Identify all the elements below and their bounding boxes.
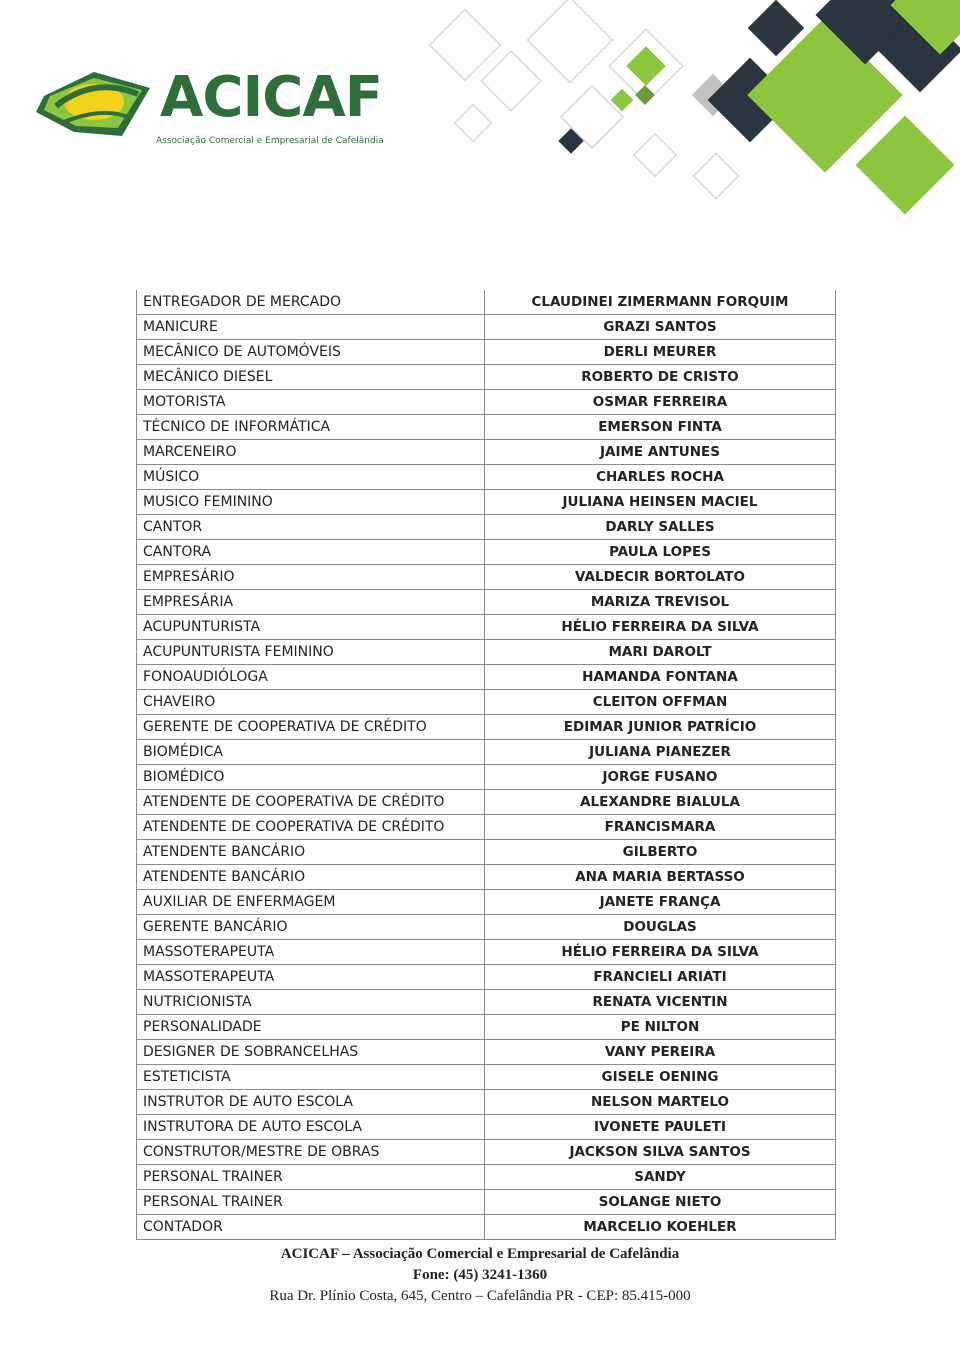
person-cell: ALEXANDRE BIALULA [485, 790, 836, 815]
table-row [137, 640, 836, 665]
table-row [137, 1140, 836, 1165]
person-cell: SANDY [485, 1165, 836, 1190]
decorative-squares [400, 0, 960, 230]
table-row [137, 1115, 836, 1140]
person-cell: FRANCISMARA [485, 815, 836, 840]
person-cell: FRANCIELI ARIATI [485, 965, 836, 990]
role-cell: EMPRESÁRIO [137, 565, 485, 590]
table-row [137, 315, 836, 340]
role-cell: CANTORA [137, 540, 485, 565]
role-cell: INSTRUTORA DE AUTO ESCOLA [137, 1115, 485, 1140]
table-row [137, 890, 836, 915]
person-cell: EDIMAR JUNIOR PATRÍCIO [485, 715, 836, 740]
person-cell: HAMANDA FONTANA [485, 665, 836, 690]
table-row [137, 590, 836, 615]
person-cell: RENATA VICENTIN [485, 990, 836, 1015]
table-row [137, 765, 836, 790]
table-row [137, 1190, 836, 1215]
role-cell: PERSONALIDADE [137, 1015, 485, 1040]
person-cell: CLEITON OFFMAN [485, 690, 836, 715]
role-cell: MOTORISTA [137, 390, 485, 415]
person-cell: OSMAR FERREIRA [485, 390, 836, 415]
table-row [137, 565, 836, 590]
person-cell: CLAUDINEI ZIMERMANN FORQUIM [485, 290, 836, 315]
person-cell: VANY PEREIRA [485, 1040, 836, 1065]
table-row [137, 515, 836, 540]
role-cell: FONOAUDIÓLOGA [137, 665, 485, 690]
role-cell: MECÂNICO DIESEL [137, 365, 485, 390]
role-cell: MARCENEIRO [137, 440, 485, 465]
role-cell: MÚSICO [137, 465, 485, 490]
table-row [137, 415, 836, 440]
role-cell: MECÂNICO DE AUTOMÓVEIS [137, 340, 485, 365]
person-cell: HÉLIO FERREIRA DA SILVA [485, 940, 836, 965]
role-cell: ATENDENTE DE COOPERATIVA DE CRÉDITO [137, 790, 485, 815]
table-row [137, 365, 836, 390]
table-row [137, 690, 836, 715]
role-cell: BIOMÉDICA [137, 740, 485, 765]
footer-address: Rua Dr. Plínio Costa, 645, Centro – Cafelândia PR - CEP: 85.415-000 [269, 1288, 691, 1304]
table-row [137, 740, 836, 765]
footer-phone: Fone: (45) 3241-1360 [412, 1267, 548, 1283]
role-cell: DESIGNER DE SOBRANCELHAS [137, 1040, 485, 1065]
role-cell: MASSOTERAPEUTA [137, 965, 485, 990]
table-row [137, 390, 836, 415]
person-cell: MARI DAROLT [485, 640, 836, 665]
role-cell: ATENDENTE BANCÁRIO [137, 865, 485, 890]
table-row [137, 1015, 836, 1040]
role-cell: BIOMÉDICO [137, 765, 485, 790]
table-row [137, 840, 836, 865]
person-cell: PAULA LOPES [485, 540, 836, 565]
person-cell: CHARLES ROCHA [485, 465, 836, 490]
person-cell: ANA MARIA BERTASSO [485, 865, 836, 890]
role-cell: NUTRICIONISTA [137, 990, 485, 1015]
table-row [137, 790, 836, 815]
person-cell: DOUGLAS [485, 915, 836, 940]
person-cell: GILBERTO [485, 840, 836, 865]
table-row [137, 665, 836, 690]
role-cell: GERENTE DE COOPERATIVA DE CRÉDITO [137, 715, 485, 740]
table-row [137, 440, 836, 465]
role-cell: EMPRESÁRIA [137, 590, 485, 615]
person-cell: JAIME ANTUNES [485, 440, 836, 465]
person-cell: JORGE FUSANO [485, 765, 836, 790]
table-row [137, 1040, 836, 1065]
table-row [137, 1165, 836, 1190]
person-cell: JANETE FRANÇA [485, 890, 836, 915]
table-row [137, 965, 836, 990]
role-cell: CANTOR [137, 515, 485, 540]
person-cell: SOLANGE NIETO [485, 1190, 836, 1215]
person-cell: DARLY SALLES [485, 515, 836, 540]
role-cell: MASSOTERAPEUTA [137, 940, 485, 965]
role-cell: ATENDENTE DE COOPERATIVA DE CRÉDITO [137, 815, 485, 840]
role-cell: CONTADOR [137, 1215, 485, 1240]
professionals-table [136, 290, 836, 1240]
acicaf-logo-icon [34, 66, 152, 140]
role-cell: MANICURE [137, 315, 485, 340]
table-row [137, 715, 836, 740]
footer [0, 1244, 960, 1307]
person-cell: PE NILTON [485, 1015, 836, 1040]
role-cell: AUXILIAR DE ENFERMAGEM [137, 890, 485, 915]
person-cell: EMERSON FINTA [485, 415, 836, 440]
table-row [137, 1215, 836, 1240]
table-row [137, 940, 836, 965]
person-cell: IVONETE PAULETI [485, 1115, 836, 1140]
person-cell: ROBERTO DE CRISTO [485, 365, 836, 390]
table-row [137, 540, 836, 565]
role-cell: PERSONAL TRAINER [137, 1165, 485, 1190]
table-row [137, 290, 836, 315]
role-cell: INSTRUTOR DE AUTO ESCOLA [137, 1090, 485, 1115]
person-cell: JULIANA HEINSEN MACIEL [485, 490, 836, 515]
person-cell: JACKSON SILVA SANTOS [485, 1140, 836, 1165]
person-cell: DERLI MEURER [485, 340, 836, 365]
role-cell: ESTETICISTA [137, 1065, 485, 1090]
person-cell: MARIZA TREVISOL [485, 590, 836, 615]
role-cell: GERENTE BANCÁRIO [137, 915, 485, 940]
role-cell: CHAVEIRO [137, 690, 485, 715]
role-cell: CONSTRUTOR/MESTRE DE OBRAS [137, 1140, 485, 1165]
person-cell: VALDECIR BORTOLATO [485, 565, 836, 590]
table-row [137, 1065, 836, 1090]
logo-subtitle: Associação Comercial e Empresarial de Cafelândia [156, 136, 384, 146]
role-cell: PERSONAL TRAINER [137, 1190, 485, 1215]
role-cell: MUSICO FEMININO [137, 490, 485, 515]
person-cell: NELSON MARTELO [485, 1090, 836, 1115]
table-row [137, 340, 836, 365]
person-cell: GISELE OENING [485, 1065, 836, 1090]
person-cell: GRAZI SANTOS [485, 315, 836, 340]
logo-wordmark: ACICAF [160, 65, 382, 130]
role-cell: TÉCNICO DE INFORMÁTICA [137, 415, 485, 440]
table-row [137, 1090, 836, 1115]
person-cell: MARCELIO KOEHLER [485, 1215, 836, 1240]
table-row [137, 865, 836, 890]
role-cell: ACUPUNTURISTA FEMININO [137, 640, 485, 665]
letterhead [0, 0, 960, 230]
role-cell: ENTREGADOR DE MERCADO [137, 290, 485, 315]
table-row [137, 815, 836, 840]
role-cell: ATENDENTE BANCÁRIO [137, 840, 485, 865]
role-cell: ACUPUNTURISTA [137, 615, 485, 640]
table-row [137, 990, 836, 1015]
table-row [137, 490, 836, 515]
person-cell: HÉLIO FERREIRA DA SILVA [485, 615, 836, 640]
table-row [137, 465, 836, 490]
person-cell: JULIANA PIANEZER [485, 740, 836, 765]
footer-org-name: ACICAF – Associação Comercial e Empresarial de Cafelândia [280, 1246, 680, 1262]
table-row [137, 615, 836, 640]
table-row [137, 915, 836, 940]
